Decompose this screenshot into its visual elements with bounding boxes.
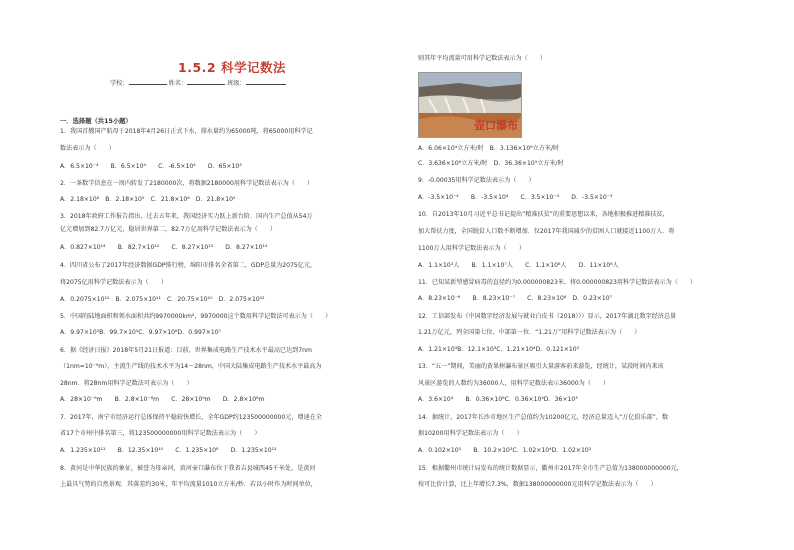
question-line: 加大帮扶力度，全国脱贫人口数不断增加．仅2017年我国减少的贫困人口就接近1100万人．将 — [418, 228, 675, 235]
answer-options: A．2.18×10⁶ B．2.18×10⁵ C．21.8×10⁶ D．21.8×10⁵ — [60, 196, 236, 203]
question-line: 13．“五一”期间，美丽的黄果树瀑布景区吸引大量游客前来游览，经统计，某段时间内来该 — [418, 363, 664, 370]
name-label: 姓名： — [168, 80, 188, 87]
answer-options: A．28×10⁻⁹m B．2.8×10⁻⁸m C．28×10⁹m D．2.8×10⁸m — [60, 396, 265, 403]
question-line: （1nm=10⁻⁹m），主流生产线的技术水平为14～28nm，中国大陆集成电路生产技术水平最高为 — [60, 363, 322, 370]
class-label: 班级： — [227, 80, 246, 87]
school-blank — [129, 78, 167, 85]
answer-options: A．6.5×10⁻⁴ B．6.5×10⁴ C．-6.5×10⁴ D．65×10³ — [60, 163, 242, 170]
school-label: 学校： — [110, 80, 129, 87]
question-line: 风景区游览的人数约为36000人，用科学记数法表示36000为（ ） — [418, 380, 610, 387]
question-line: 4．四川省公布了2017年经济数据GDP排行榜，绵阳市排名全省第二，GDP总量为2075亿元， — [60, 262, 317, 269]
question-line: 28nm．将28nm用科学记数法可表示为（ ） — [60, 380, 193, 387]
question-line: 6．据《经济日报》2018年5月21日报道：目前，世界集成电路生产技术水平最高已达到7nm — [60, 347, 312, 354]
question-line: 则其年平均流量可用科学记数法表示为（ ） — [418, 55, 546, 62]
question-line: 1100万人用科学记数法表示为（ ） — [418, 245, 525, 252]
question-line: 1.21万亿元，列全国第七位、中部第一位．“1.21万”用科学记数法表示为（ ） — [418, 329, 641, 336]
page-title: 1.5.2 科学记数法 — [178, 60, 286, 75]
question-line: 据10200用科学记数法表示为（ ） — [418, 430, 523, 437]
answer-options: A．-3.5×10⁻⁴ B．-3.5×10⁴ C．3.5×10⁻⁴ D．-3.5×10⁻³ — [418, 194, 613, 201]
question-line: 上最具气势的自然景观．其落差约30米，年平均流量1010立方米/秒．若以小时作为时间单位， — [60, 481, 317, 488]
answer-options: A．1.21×10³B．12.1×10³C．1.21×10⁴D．0.121×10⁵ — [418, 346, 580, 353]
question-line: 3．2018年政府工作报告指出，过去五年来，我国经济实力跃上新台阶．国内生产总值从54万 — [60, 213, 313, 220]
section-title: 一．选择题（共15小题） — [60, 118, 132, 125]
question-line: 9．-0.00035用科学记数法表示为（ ） — [418, 177, 535, 184]
question-line: 将2075亿用科学记数法表示为（ ） — [60, 279, 167, 286]
answer-options: A．1.235×10¹¹ B．12.35×10¹⁰ C．1.235×10⁸ D．1.235×10¹² — [60, 447, 277, 454]
question-line: 7．2017年，南宁市经济运行总体保持平稳较快增长，全年GDP约123500000000元，增速在全 — [60, 414, 322, 421]
question-line: 省17个市州中排名第三，将123500000000用科学记数法表示为（ ） — [60, 430, 261, 437]
question-line: 12．工信部发布《中国数字经济发展与就业白皮书（2018）》）显示，2017年湖北数字经济总量 — [418, 313, 677, 320]
question-line: 14．据统计，2017年长沙市地区生产总值约为10200亿元，经济总量迈入“万亿俱乐部”，数 — [418, 414, 669, 421]
answer-options: A．0.2075×10¹² B．2.075×10¹¹ C．20.75×10¹⁰ D．2.075×10¹² — [60, 296, 265, 303]
answer-options: A．1.1×10³人 B．1.1×10⁷人 C．1.1×10⁸人 D．11×10⁶人 — [418, 262, 619, 269]
question-line: 11．已知某新型感冒病毒的直径约为0.000000823米，将0.000000823用科学记数法表示为（ ） — [418, 279, 697, 286]
question-line: 按可比价计算，比上年增长7.3%，数据138000000000元用科学记数法表示为（ ） — [418, 481, 657, 488]
answer-options: A．0.827×10¹⁴ B．82.7×10¹² C．8.27×10¹³ D．8.27×10¹⁴ — [60, 244, 268, 251]
answer-options: A．8.23×10⁻⁶ B．8.23×10⁻⁷ C．8.23×10⁶ D．0.23×10⁷ — [418, 295, 613, 302]
answer-options: A．0.102×10⁵ B．10.2×10³C．1.02×10⁴D．1.02×10³ — [418, 447, 592, 454]
question-line: 2．一条数学信息在一周内转发了2180000次，将数据2180000用科学记数法表示为（ ） — [60, 180, 314, 187]
question-line: 15．根据衢州市统计局发布的统计数据显示，衢州市2017年全市生产总值为138000000000元， — [418, 465, 683, 472]
answer-options: A．3.6×10⁴ B．0.36×10⁶C．0.36×10⁴D．36×10³ — [418, 396, 578, 403]
waterfall-photo — [418, 72, 522, 138]
answer-options: C．3.636×10⁶立方米/时 D．36.36×10⁵立方米/时 — [418, 160, 564, 167]
question-line: 8．黄河是中华民族的象征，被誉为母亲河，黄河壶口瀑布位于我省吉县城西45千米处，是黄河 — [60, 465, 316, 472]
question-line: 1．我国首艘国产航母于2018年4月26日正式下水，排水量约为65000吨，将65000用科学记 — [60, 128, 313, 135]
name-blank — [187, 78, 225, 85]
question-line: 10．自2013年10月习近平总书记提出“精准扶贫”的重要思想以来，各地积极推进精准扶贫， — [418, 211, 669, 218]
photo-caption: 壶口瀑布 — [474, 119, 518, 132]
answer-options: A．6.06×10⁴立方米/时 B．3.136×10⁶立方米/时 — [418, 145, 560, 152]
question-line: 亿元增加到82.7万亿元，稳居世界第二，82.7万亿用科学记数法表示为（ ） — [60, 226, 277, 233]
question-line: 数法表示为（ ） — [60, 145, 115, 152]
question-line: 5．中国的陆地面积和领水面积共约9970000km²，9970000这个数用科学记数法可表示为（ ） — [60, 313, 332, 320]
class-blank — [246, 78, 286, 85]
student-info-line — [110, 78, 286, 87]
answer-options: A．9.97×10⁵B．99.7×10⁵C．9.97×10⁶D．0.997×10⁷ — [60, 329, 222, 336]
